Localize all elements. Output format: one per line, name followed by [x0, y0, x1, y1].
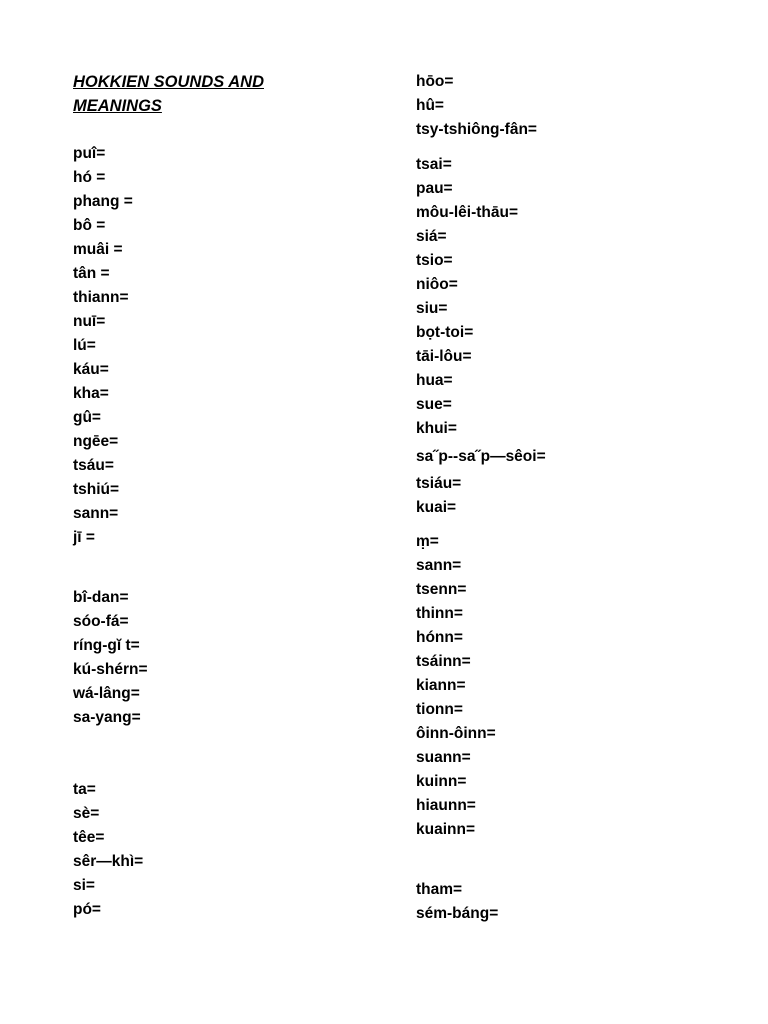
- entry: tsenn=: [416, 581, 467, 598]
- entry: hōo=: [416, 73, 454, 90]
- entry: thiann=: [73, 289, 129, 306]
- entry: káu=: [73, 361, 109, 378]
- right-group-3: [416, 445, 746, 469]
- spacer: [416, 842, 746, 878]
- entry: bô =: [73, 217, 106, 234]
- entry: muâi =: [73, 241, 123, 258]
- entry: pau=: [416, 180, 453, 197]
- entry: suann=: [416, 749, 471, 766]
- entry: jī =: [73, 529, 95, 546]
- entry: ta=: [73, 781, 96, 798]
- entry: sue=: [416, 396, 452, 413]
- entry: sóo-fá=: [73, 613, 129, 630]
- left-group-2: [73, 586, 393, 730]
- entry: siu=: [416, 300, 448, 317]
- entry: kuainn=: [416, 821, 476, 838]
- entry: puî=: [73, 145, 106, 162]
- entry: kuai=: [416, 499, 457, 516]
- entry: kiann=: [416, 677, 466, 694]
- entry: sêr—khì=: [73, 853, 144, 870]
- entry: kuinn=: [416, 773, 467, 790]
- left-group-body-parts: [73, 142, 393, 550]
- entry: tsiáu=: [416, 475, 462, 492]
- entry: gû=: [73, 409, 101, 426]
- entry: hó =: [73, 169, 106, 186]
- entry: sè=: [73, 805, 100, 822]
- document-title: [73, 70, 393, 118]
- entry: sann=: [416, 557, 462, 574]
- entry: bî-dan=: [73, 589, 129, 606]
- left-column: [73, 70, 393, 922]
- spacer: [416, 142, 746, 153]
- entry: siá=: [416, 228, 447, 245]
- spacer: [73, 118, 393, 142]
- entry: pó=: [73, 901, 101, 918]
- right-group-4: [416, 472, 746, 520]
- entry: bọt-toi=: [416, 324, 474, 341]
- entry: sém-báng=: [416, 905, 499, 922]
- entry: têe=: [73, 829, 105, 846]
- entry: phang =: [73, 193, 133, 210]
- entry: tân =: [73, 265, 110, 282]
- left-group-3: [73, 778, 393, 922]
- entry: kha=: [73, 385, 109, 402]
- entry: tsáu=: [73, 457, 114, 474]
- entry: sann=: [73, 505, 119, 522]
- entry: tionn=: [416, 701, 463, 718]
- entry: niôo=: [416, 276, 458, 293]
- entry: tāi-lôu=: [416, 348, 472, 365]
- right-group-5: [416, 530, 746, 842]
- entry: lú=: [73, 337, 96, 354]
- entry: tshiú=: [73, 481, 120, 498]
- entry: môu-lêi-thāu=: [416, 204, 519, 221]
- title-line-2: MEANINGS: [73, 97, 162, 115]
- entry: sa-yang=: [73, 709, 141, 726]
- entry: si=: [73, 877, 95, 894]
- entry: tsai=: [416, 156, 452, 173]
- entry: tsy-tshiông-fân=: [416, 121, 537, 138]
- entry: hiaunn=: [416, 797, 476, 814]
- entry: tham=: [416, 881, 463, 898]
- right-group-2: [416, 153, 746, 441]
- entry: ṃ=: [416, 533, 439, 550]
- entry: ríng-gĭ t=: [73, 637, 140, 654]
- entry: ngēe=: [73, 433, 119, 450]
- title-line-1: HOKKIEN SOUNDS AND: [73, 73, 264, 91]
- entry: hua=: [416, 372, 453, 389]
- spacer: [73, 550, 393, 586]
- entry: sa˝p--sa˝p—sêoi=: [416, 448, 546, 465]
- entry: hû=: [416, 97, 444, 114]
- entry: tsáinn=: [416, 653, 471, 670]
- entry: wá-lâng=: [73, 685, 140, 702]
- entry: nuī=: [73, 313, 106, 330]
- entry: ôinn-ôinn=: [416, 725, 496, 742]
- entry: tsio=: [416, 252, 453, 269]
- right-group-1: [416, 70, 746, 142]
- right-column: [416, 70, 746, 926]
- spacer: [416, 520, 746, 530]
- entry: hónn=: [416, 629, 463, 646]
- entry: khui=: [416, 420, 457, 437]
- entry: thinn=: [416, 605, 463, 622]
- right-group-6: [416, 878, 746, 926]
- entry: kú-shérn=: [73, 661, 148, 678]
- spacer: [73, 730, 393, 778]
